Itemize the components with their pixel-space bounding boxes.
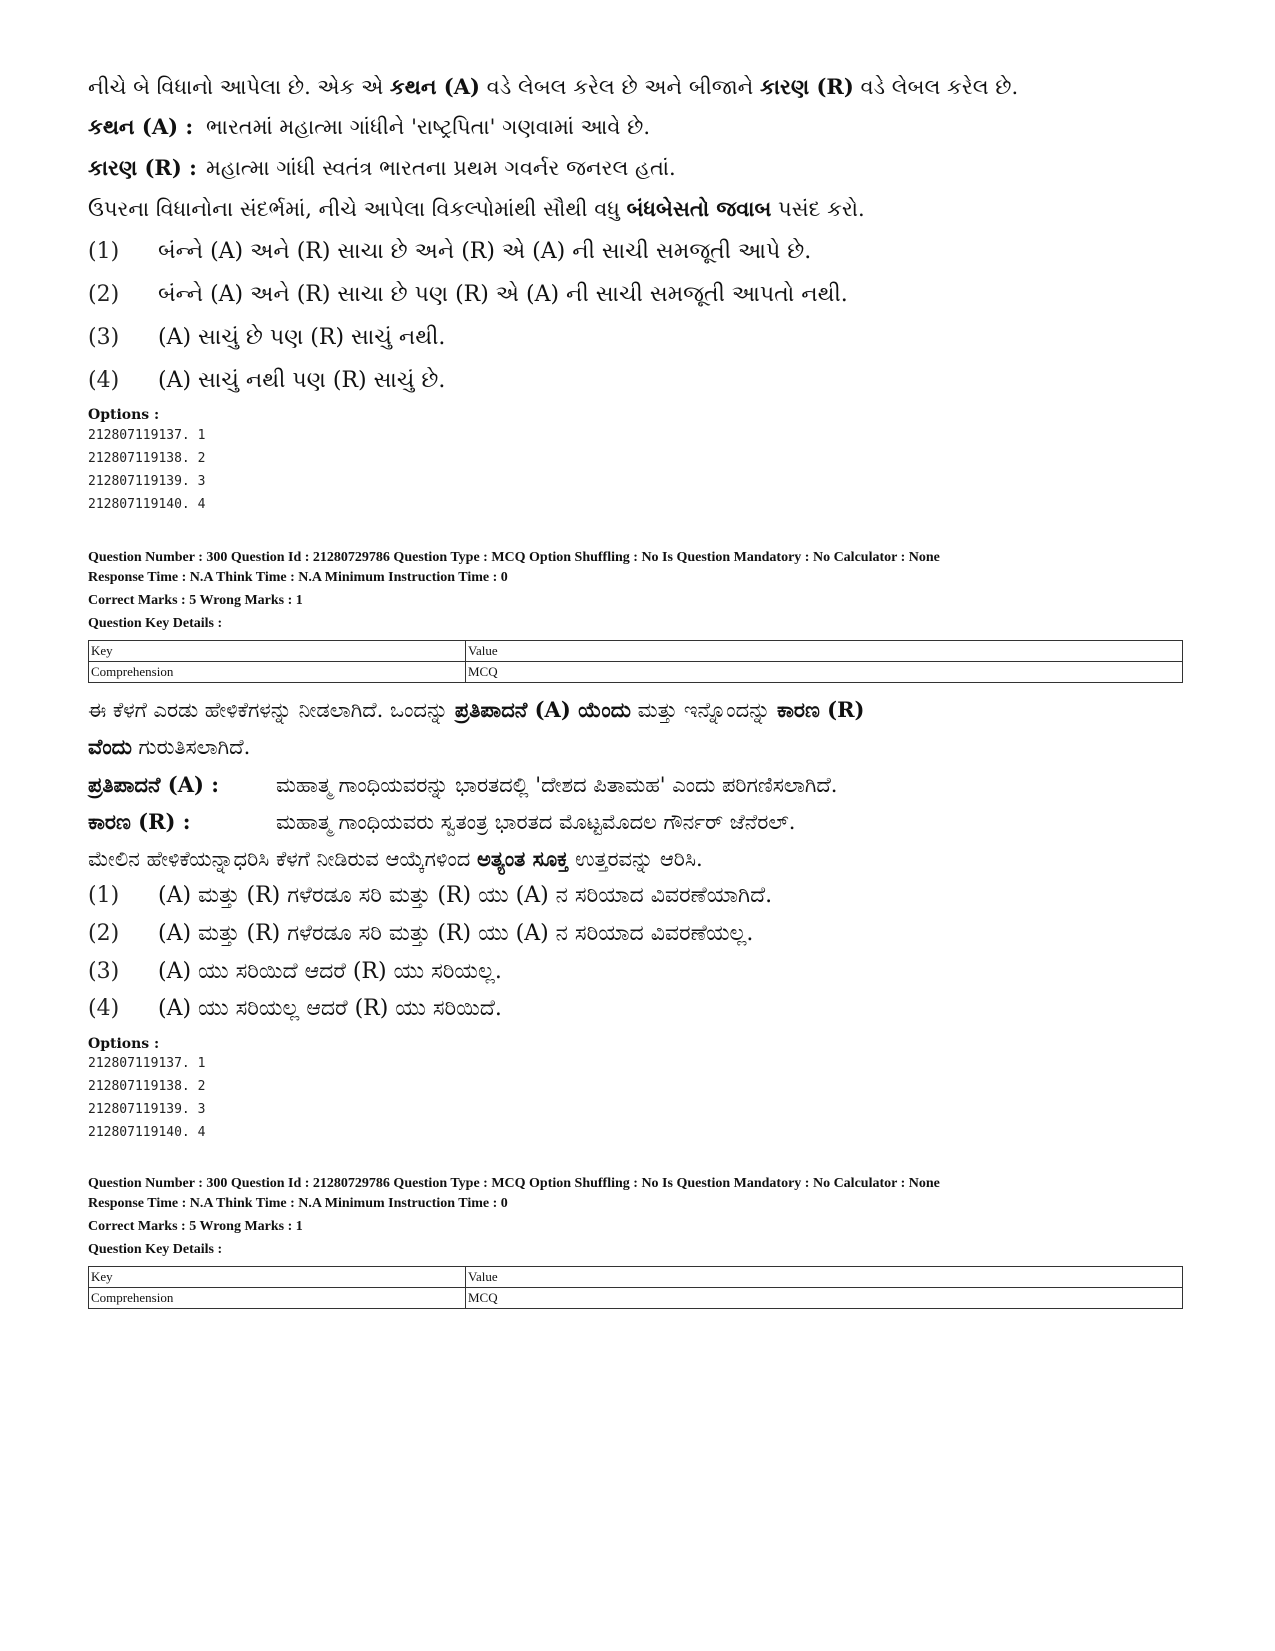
option-item <box>88 368 445 393</box>
table-row <box>89 641 1183 662</box>
option-text: (A) ಮತ್ತು (R) ಗಳೆರಡೂ ಸರಿ ಮತ್ತು (R) ಯು (A) ನ ಸರಿಯಾದ ವಿವರಣೆಯಾಗಿದೆ. <box>158 883 773 908</box>
option-item <box>88 325 445 350</box>
table-header-key: Key <box>89 1267 466 1288</box>
option-number: (3) <box>88 959 120 984</box>
gujarati-reason <box>88 155 676 181</box>
question-key-details-label: Question Key Details : <box>88 1242 223 1257</box>
assertion-label: કથન (A) : <box>88 114 194 139</box>
intro-bold: ಕಾರಣ (R) <box>777 697 865 722</box>
table-cell-key: Comprehension <box>89 1288 466 1309</box>
kannada-assertion <box>88 772 837 798</box>
option-number: (2) <box>88 282 120 307</box>
intro-bold: ವೆಂದು <box>88 734 132 759</box>
question-meta-line: Response Time : N.A Think Time : N.A Minimum Instruction Time : 0 <box>88 570 508 585</box>
question-key-table <box>88 640 1183 683</box>
intro-text: વડે લેબલ કરેલ છે અને બીજાને <box>479 75 760 99</box>
option-id: 212807119137. 1 <box>88 428 206 443</box>
gujarati-instruction <box>88 196 865 222</box>
reason-label: કારણ (R) : <box>88 155 197 180</box>
options-label: Options : <box>88 1036 160 1052</box>
option-item <box>88 883 772 908</box>
instruction-text: ಮೇಲಿನ ಹೇಳಿಕೆಯನ್ನಾಧರಿಸಿ ಕೆಳಗೆ ನೀಡಿರುವ ಆಯ್ಕೆಗಳಿಂದ <box>88 847 477 871</box>
question-meta-line: Question Number : 300 Question Id : 21280729786 Question Type : MCQ Option Shuffling : No Is Question Mandatory : No Calculator : None <box>88 1176 940 1191</box>
reason-text: ಮಹಾತ್ಮ ಗಾಂಧಿಯವರು ಸ್ವತಂತ್ರ ಭಾರತದ ಮೊಟ್ಟಮೊದಲ ಗೌರ್ನರ್ ಜೆನೆರಲ್. <box>276 810 796 834</box>
intro-text: ಗುರುತಿಸಲಾಗಿದೆ. <box>131 735 251 759</box>
intro-bold: કથન (A) <box>389 74 480 99</box>
table-header-value: Value <box>466 1267 1183 1288</box>
option-id: 212807119139. 3 <box>88 474 206 489</box>
option-number: (3) <box>88 325 120 350</box>
table-row <box>89 1288 1183 1309</box>
assertion-text: ಮಹಾತ್ಮ ಗಾಂಧಿಯವರನ್ನು ಭಾರತದಲ್ಲಿ 'ದೇಶದ ಪಿತಾಮಹ' ಎಂದು ಪರಿಗಣಿಸಲಾಗಿದೆ. <box>276 773 838 797</box>
question-meta-line: Question Number : 300 Question Id : 21280729786 Question Type : MCQ Option Shuffling : No Is Question Mandatory : No Calculator : None <box>88 550 940 565</box>
option-id: 212807119137. 1 <box>88 1056 206 1071</box>
option-text: (A) સાચું છે પણ (R) સાચું નથી. <box>158 325 446 350</box>
option-number: (4) <box>88 996 120 1021</box>
question-key-details-label: Question Key Details : <box>88 616 223 631</box>
option-text: (A) ಯು ಸರಿಯಲ್ಲ ಆದರೆ (R) ಯು ಸರಿಯಿದೆ. <box>158 996 502 1021</box>
intro-text: ಮತ್ತು ಇನ್ನೊಂದನ್ನು <box>630 698 777 722</box>
instruction-text: ಉತ್ತರವನ್ನು ಆರಿಸಿ. <box>568 847 703 871</box>
option-text: બંન્ને (A) અને (R) સાચા છે પણ (R) એ (A) ની સાચી સમજૂતી આપતો નથી. <box>158 282 848 307</box>
option-id: 212807119140. 4 <box>88 1125 206 1140</box>
option-text: (A) ಮತ್ತು (R) ಗಳೆರಡೂ ಸರಿ ಮತ್ತು (R) ಯು (A) ನ ಸರಿಯಾದ ವಿವರಣೆಯಲ್ಲ. <box>158 921 754 946</box>
instruction-bold: બંધબેસતો જવાબ <box>626 196 772 221</box>
table-cell-value: MCQ <box>466 662 1183 683</box>
assertion-text: ભારતમાં મહાત્મા ગાંધીને 'રાષ્ટ્રપિતા' ગણવામાં આવે છે. <box>206 115 651 139</box>
assertion-label: ಪ್ರತಿಪಾದನೆ (A) : <box>88 772 220 797</box>
table-header-key: Key <box>89 641 466 662</box>
option-item <box>88 996 502 1021</box>
reason-label: ಕಾರಣ (R) : <box>88 809 191 834</box>
instruction-bold: ಅತ್ಯಂತ ಸೂಕ್ತ <box>477 846 569 871</box>
option-item <box>88 959 502 984</box>
gujarati-intro <box>88 74 1018 100</box>
question-meta-line: Response Time : N.A Think Time : N.A Minimum Instruction Time : 0 <box>88 1196 508 1211</box>
intro-text: વડે લેબલ કરેલ છે. <box>853 75 1019 99</box>
question-meta-line: Correct Marks : 5 Wrong Marks : 1 <box>88 593 303 608</box>
kannada-intro <box>88 697 865 723</box>
intro-text: ಈ ಕೆಳಗೆ ಎರಡು ಹೇಳಿಕೆಗಳನ್ನು ನೀಡಲಾಗಿದೆ. ಒಂದನ್ನು <box>88 698 455 722</box>
option-number: (1) <box>88 883 120 908</box>
table-row <box>89 1267 1183 1288</box>
option-id: 212807119138. 2 <box>88 1079 206 1094</box>
option-id: 212807119139. 3 <box>88 1102 206 1117</box>
option-text: (A) ಯು ಸರಿಯಿದೆ ಆದರೆ (R) ಯು ಸರಿಯಲ್ಲ. <box>158 959 502 984</box>
table-header-value: Value <box>466 641 1183 662</box>
kannada-intro-line2 <box>88 734 250 760</box>
kannada-instruction <box>88 846 703 872</box>
intro-bold: કારણ (R) <box>760 74 854 99</box>
option-id: 212807119138. 2 <box>88 451 206 466</box>
kannada-reason <box>88 809 795 835</box>
question-key-table <box>88 1266 1183 1309</box>
table-cell-value: MCQ <box>466 1288 1183 1309</box>
intro-bold: ಪ್ರತಿಪಾದನೆ (A) ಯೆಂದು <box>454 697 631 722</box>
option-number: (2) <box>88 921 120 946</box>
intro-text: નીચે બે વિધાનો આપેલા છે. એક એ <box>88 75 390 99</box>
table-row <box>89 662 1183 683</box>
table-cell-key: Comprehension <box>89 662 466 683</box>
instruction-text: પસંદ કરો. <box>771 197 865 221</box>
option-item <box>88 282 848 307</box>
option-id: 212807119140. 4 <box>88 497 206 512</box>
option-item <box>88 921 753 946</box>
reason-text: મહાત્મા ગાંધી સ્વતંત્ર ભારતના પ્રથમ ગવર્નર જનરલ હતાં. <box>206 156 676 180</box>
option-number: (4) <box>88 368 120 393</box>
instruction-text: ઉપરના વિધાનોના સંદર્ભમાં, નીચે આપેલા વિકલ્પોમાંથી સૌથી વધુ <box>88 197 627 221</box>
option-item <box>88 239 811 264</box>
option-number: (1) <box>88 239 120 264</box>
gujarati-assertion <box>88 114 650 140</box>
option-text: (A) સાચું નથી પણ (R) સાચું છે. <box>158 368 446 393</box>
option-text: બંન્ને (A) અને (R) સાચા છે અને (R) એ (A) ની સાચી સમજૂતી આપે છે. <box>158 239 812 264</box>
options-label: Options : <box>88 407 160 423</box>
question-meta-line: Correct Marks : 5 Wrong Marks : 1 <box>88 1219 303 1234</box>
